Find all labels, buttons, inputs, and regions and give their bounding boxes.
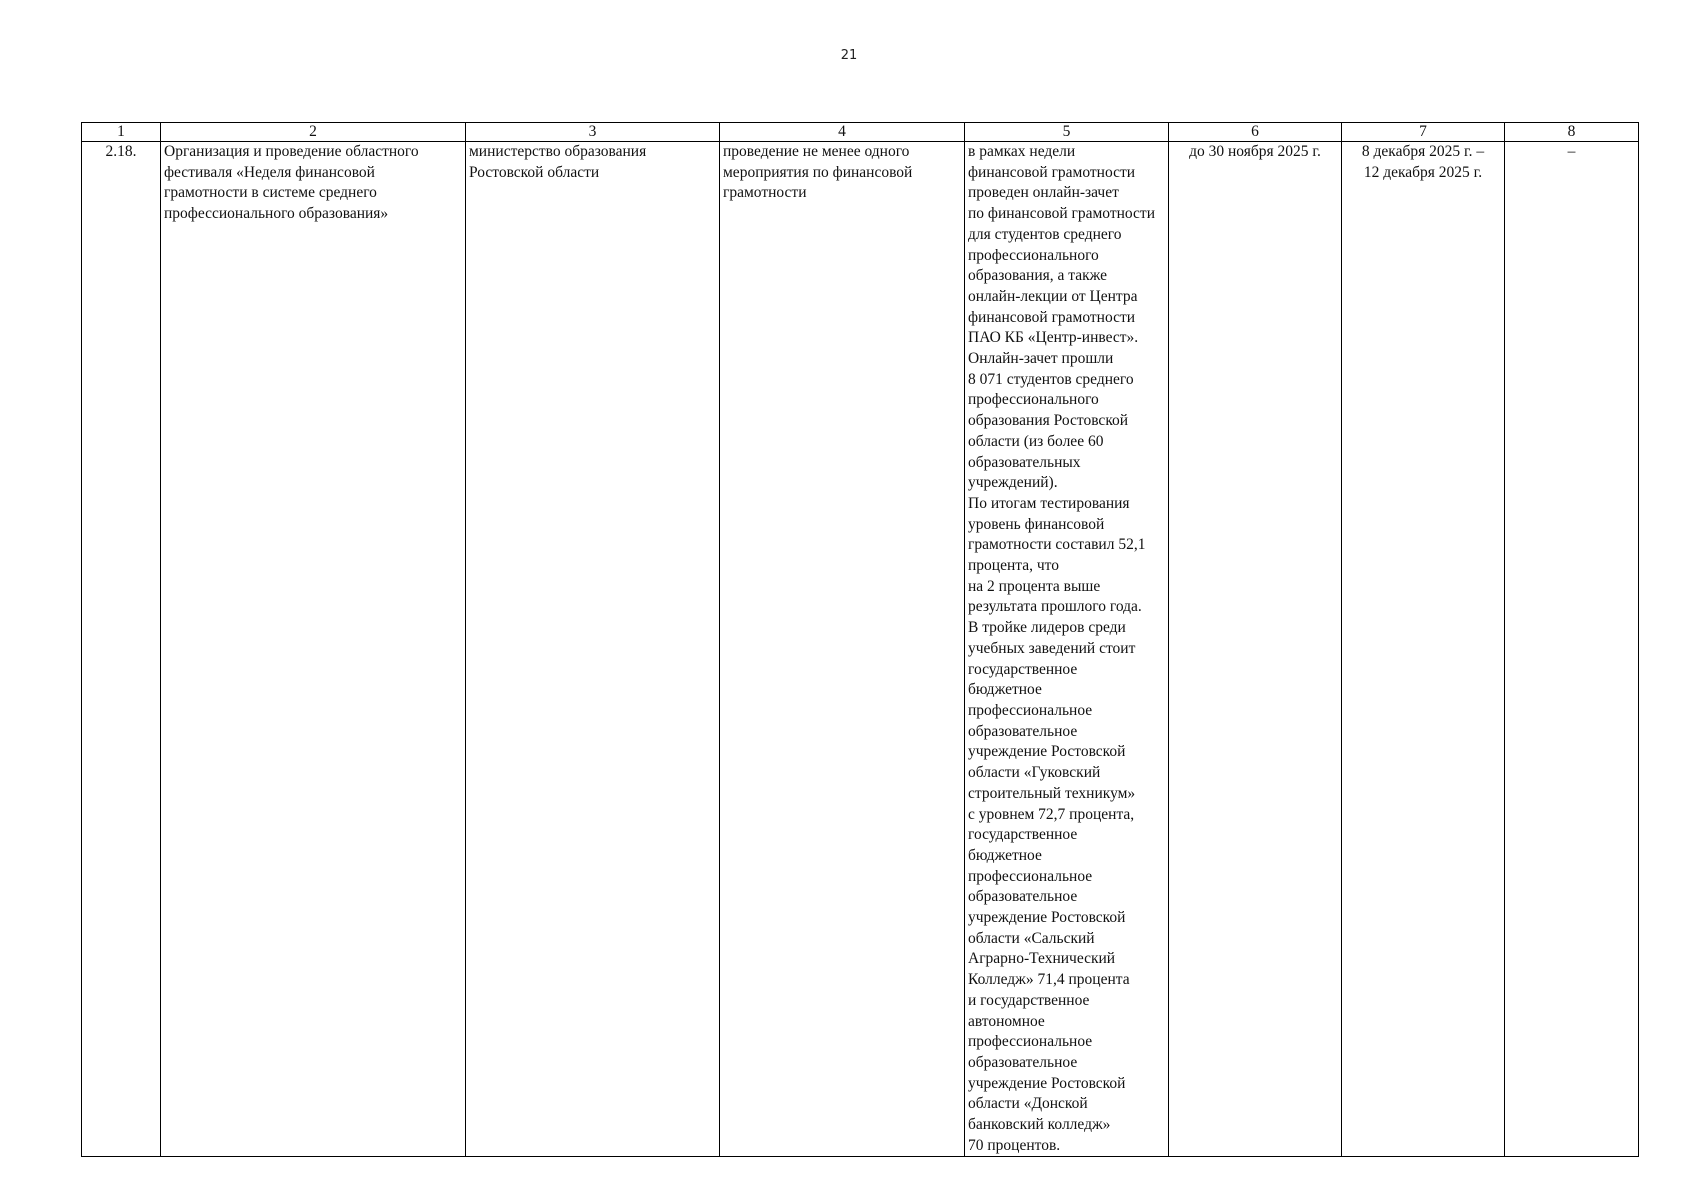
cell-text-line: фестиваля «Неделя финансовой [164,163,375,181]
responsible-cell [466,142,720,1157]
cell-text-line: финансовой грамотности [968,308,1136,326]
cell-text-line: в рамках недели [968,143,1076,160]
cell-text-line: учреждение Ростовской [968,909,1126,927]
cell-text-line: бюджетное [968,681,1042,699]
cell-text-line: для студентов среднего [968,225,1122,243]
cell-text-line: В тройке лидеров среди [968,619,1126,637]
cell-text-line: профессионального [968,246,1099,264]
cell-text-line: 8 071 студентов среднего [968,370,1134,388]
planned-date-cell [1169,142,1342,1157]
cell-text-line: на 2 процента выше [968,577,1101,595]
column-header: 8 [1505,123,1639,142]
cell-text-line: финансовой грамотности [968,163,1136,181]
cell-text-line: Колледж» 71,4 процента [968,971,1130,989]
cell-text-line: до 30 ноября 2025 г. [1189,143,1321,160]
cell-text-line: Организация и проведение областного [164,143,419,160]
cell-text-line: строительный техникум» [968,784,1136,802]
cell-text-line: образования, а также [968,267,1108,285]
cell-text-line: Аграрно-Технический [968,950,1116,968]
table-header-row [82,123,1639,142]
cell-text-line: банковский колледж» [968,1116,1111,1134]
cell-text-line: образовательное [968,1053,1078,1071]
cell-text-line: 12 декабря 2025 г. [1363,163,1483,181]
cell-text-line: ПАО КБ «Центр-инвест». [968,329,1139,347]
cell-text-line: По итогам тестирования [968,494,1130,512]
page-number: 21 [840,48,858,63]
report-table [81,122,1639,1157]
cell-text-line: онлайн-лекции от Центра [968,287,1138,305]
table-row [82,142,1639,1157]
event-name-cell [161,142,466,1157]
cell-text-line: Ростовской области [469,163,600,181]
cell-text-line: 8 декабря 2025 г. – [1361,143,1485,160]
column-header: 6 [1169,123,1342,142]
cell-text-line: проведение не менее одного [723,143,910,160]
actual-result-cell [965,142,1169,1157]
cell-text-line: учреждений). [968,474,1058,492]
expected-result-cell [720,142,965,1157]
cell-text-line: и государственное [968,991,1090,1009]
actual-date-cell [1342,142,1505,1157]
column-header: 3 [466,123,720,142]
cell-text-line: области «Гуковский [968,764,1101,782]
notes-cell [1505,142,1639,1157]
column-header: 2 [161,123,466,142]
cell-text-line: образования Ростовской [968,412,1129,430]
column-header: 4 [720,123,965,142]
cell-text-line: профессиональное [968,867,1093,885]
column-header: 7 [1342,123,1505,142]
cell-text-line: грамотности составил 52,1 [968,536,1146,554]
cell-text-line: министерство образования [469,143,647,160]
cell-text-line: – [1567,143,1576,160]
cell-text-line: автономное [968,1012,1045,1030]
cell-text-line: образовательных [968,453,1081,471]
cell-text-line: государственное [968,826,1078,844]
cell-text-line: образовательное [968,722,1078,740]
cell-text-line: процента, что [968,557,1059,575]
cell-text-line: проведен онлайн-зачет [968,184,1119,202]
cell-text-line: уровень финансовой [968,515,1105,533]
cell-text-line: области «Донской [968,1095,1088,1113]
cell-text-line: результата прошлого года. [968,598,1142,616]
cell-text-line: грамотности в системе среднего [164,184,377,202]
cell-text-line: профессиональное [968,1033,1093,1051]
cell-text-line: бюджетное [968,846,1042,864]
cell-text-line: 70 процентов. [968,1136,1061,1154]
cell-text-line: учреждение Ростовской [968,1074,1126,1092]
cell-text-line: по финансовой грамотности [968,205,1155,223]
cell-text-line: учреждение Ростовской [968,743,1126,761]
cell-text-line: мероприятия по финансовой [723,163,913,181]
cell-text-line: области (из более 60 [968,432,1104,450]
cell-text-line: с уровнем 72,7 процента, [968,805,1135,823]
cell-text-line: профессионального образования» [164,205,389,223]
column-header: 1 [82,123,161,142]
cell-text-line: государственное [968,660,1078,678]
item-number-cell [82,142,161,1157]
cell-text-line: образовательное [968,888,1078,906]
cell-text-line: 2.18. [105,143,137,160]
column-header: 5 [965,123,1169,142]
cell-text-line: профессиональное [968,701,1093,719]
cell-text-line: области «Сальский [968,929,1095,947]
cell-text-line: грамотности [723,184,807,202]
cell-text-line: Онлайн-зачет прошли [968,350,1114,368]
cell-text-line: профессионального [968,391,1099,409]
cell-text-line: учебных заведений стоит [968,639,1136,657]
